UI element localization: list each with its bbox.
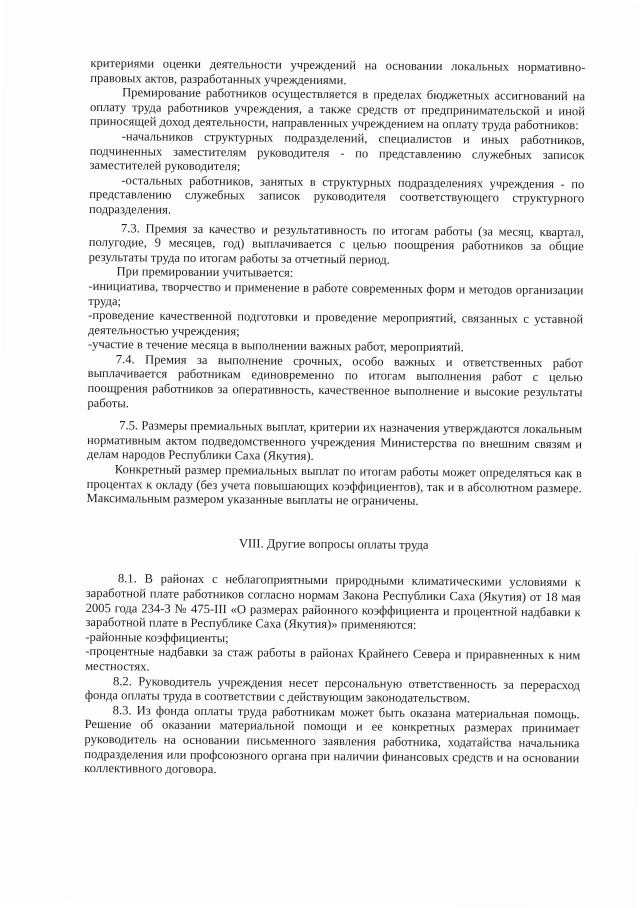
paragraph-bonus-criteria-intro: При премировании учитывается:	[116, 264, 294, 281]
section-title: VIII. Другие вопросы оплаты труда	[238, 536, 429, 552]
list-item-important-work: -участие в течение месяца в выполнении важных работ, мероприятий.	[87, 337, 464, 355]
paragraph-7-4: 7.4. Премия за выполнение срочных, особо важных и ответственных работ выплачивается работникам единовременно по итогам выполнения работ с целью поощрения работников за оперативность, качественное выполнение и высокие результаты работы.	[87, 352, 583, 410]
paragraph-8-2: 8.2. Руководитель учреждения несет персональную ответственность за перерасход фонда оплаты труда в соответствии с действующим законодательством.	[84, 673, 581, 706]
paragraph-bonus-funding: Премирование работников осуществляется в пределах бюджетных ассигнований на оплату труда работников учреждения, а также средств от предпринимательской и иной приносящей доход деятельности, направленных учреждением на оплату труда работников:	[89, 85, 586, 133]
paragraph-7-3: 7.3. Премия за качество и результативность по итогам работы (за месяц, квартал, полугодие, 9 месяцев, год) выплачивается с целью поощрения работников за общие результаты труда по итогам работы за отчетный период.	[88, 220, 584, 267]
list-item-heads-of-units: -начальников структурных подразделений, специалистов и иных работников, подчиненных заместителям руководителя - по представлению служебных записок заместителей руководителя;	[89, 129, 585, 174]
list-item-other-employees: -остальных работников, занятых в структурных подразделениях учреждения - по представлению служебных записок руководителя соответствующего структурного подразделения.	[89, 173, 585, 217]
list-item-events-preparation: -проведение качественной подготовки и проведение мероприятий, связанных с уставной деятельностью учреждения;	[87, 308, 584, 338]
paragraph-7-5: 7.5. Размеры премиальных выплат, критерии их назначения утверждаются локальным нормативным актом подведомственного учреждения Министерства по внешним связям и делам народов Республики Саха (Якутия).	[86, 418, 583, 464]
paragraph-specific-bonus-size: Конкретный размер премиальных выплат по итогам работы может определяться как в процентах к окладу (без учета повышающих коэффициентов), так и в абсолютном размере. Максимальным размером указанные выплаты не ограничены.	[86, 462, 582, 509]
list-item-northern-allowances: -процентные надбавки за стаж работы в районах Крайнего Севера и приравненных к ним местностях.	[85, 644, 581, 674]
list-item-initiative: -инициатива, творчество и применение в работе современных форм и методов организации труда;	[88, 278, 584, 308]
paragraph-8-3: 8.3. Из фонда оплаты труда работникам может быть оказана материальная помощь. Решение об оказании материальной помощи и ее конкретных размерах принимает руководитель на основании письменного заявления работника, ходатайства начальника подразделения или профсоюзного органа при наличии финансовых средств и на основании коллективного договора.	[84, 702, 580, 777]
list-item-regional-coefficients: -районные коэффициенты;	[85, 629, 229, 645]
paragraph-criteria: критериями оценки деятельности учреждений на основании локальных нормативно-правовых актов, разработанных учреждениями.	[90, 55, 586, 87]
document-body	[84, 56, 585, 780]
paragraph-8-1: 8.1. В районах с неблагоприятными природными климатическими условиями к заработной плате работников согласно нормам Закона Республики Саха (Якутия) от 18 мая 2005 года 234-З № 475-III «О размерах районного коэффициента и процентной надбавки к заработной плате в Республике Саха (Якутия)» применяются:	[85, 571, 581, 633]
